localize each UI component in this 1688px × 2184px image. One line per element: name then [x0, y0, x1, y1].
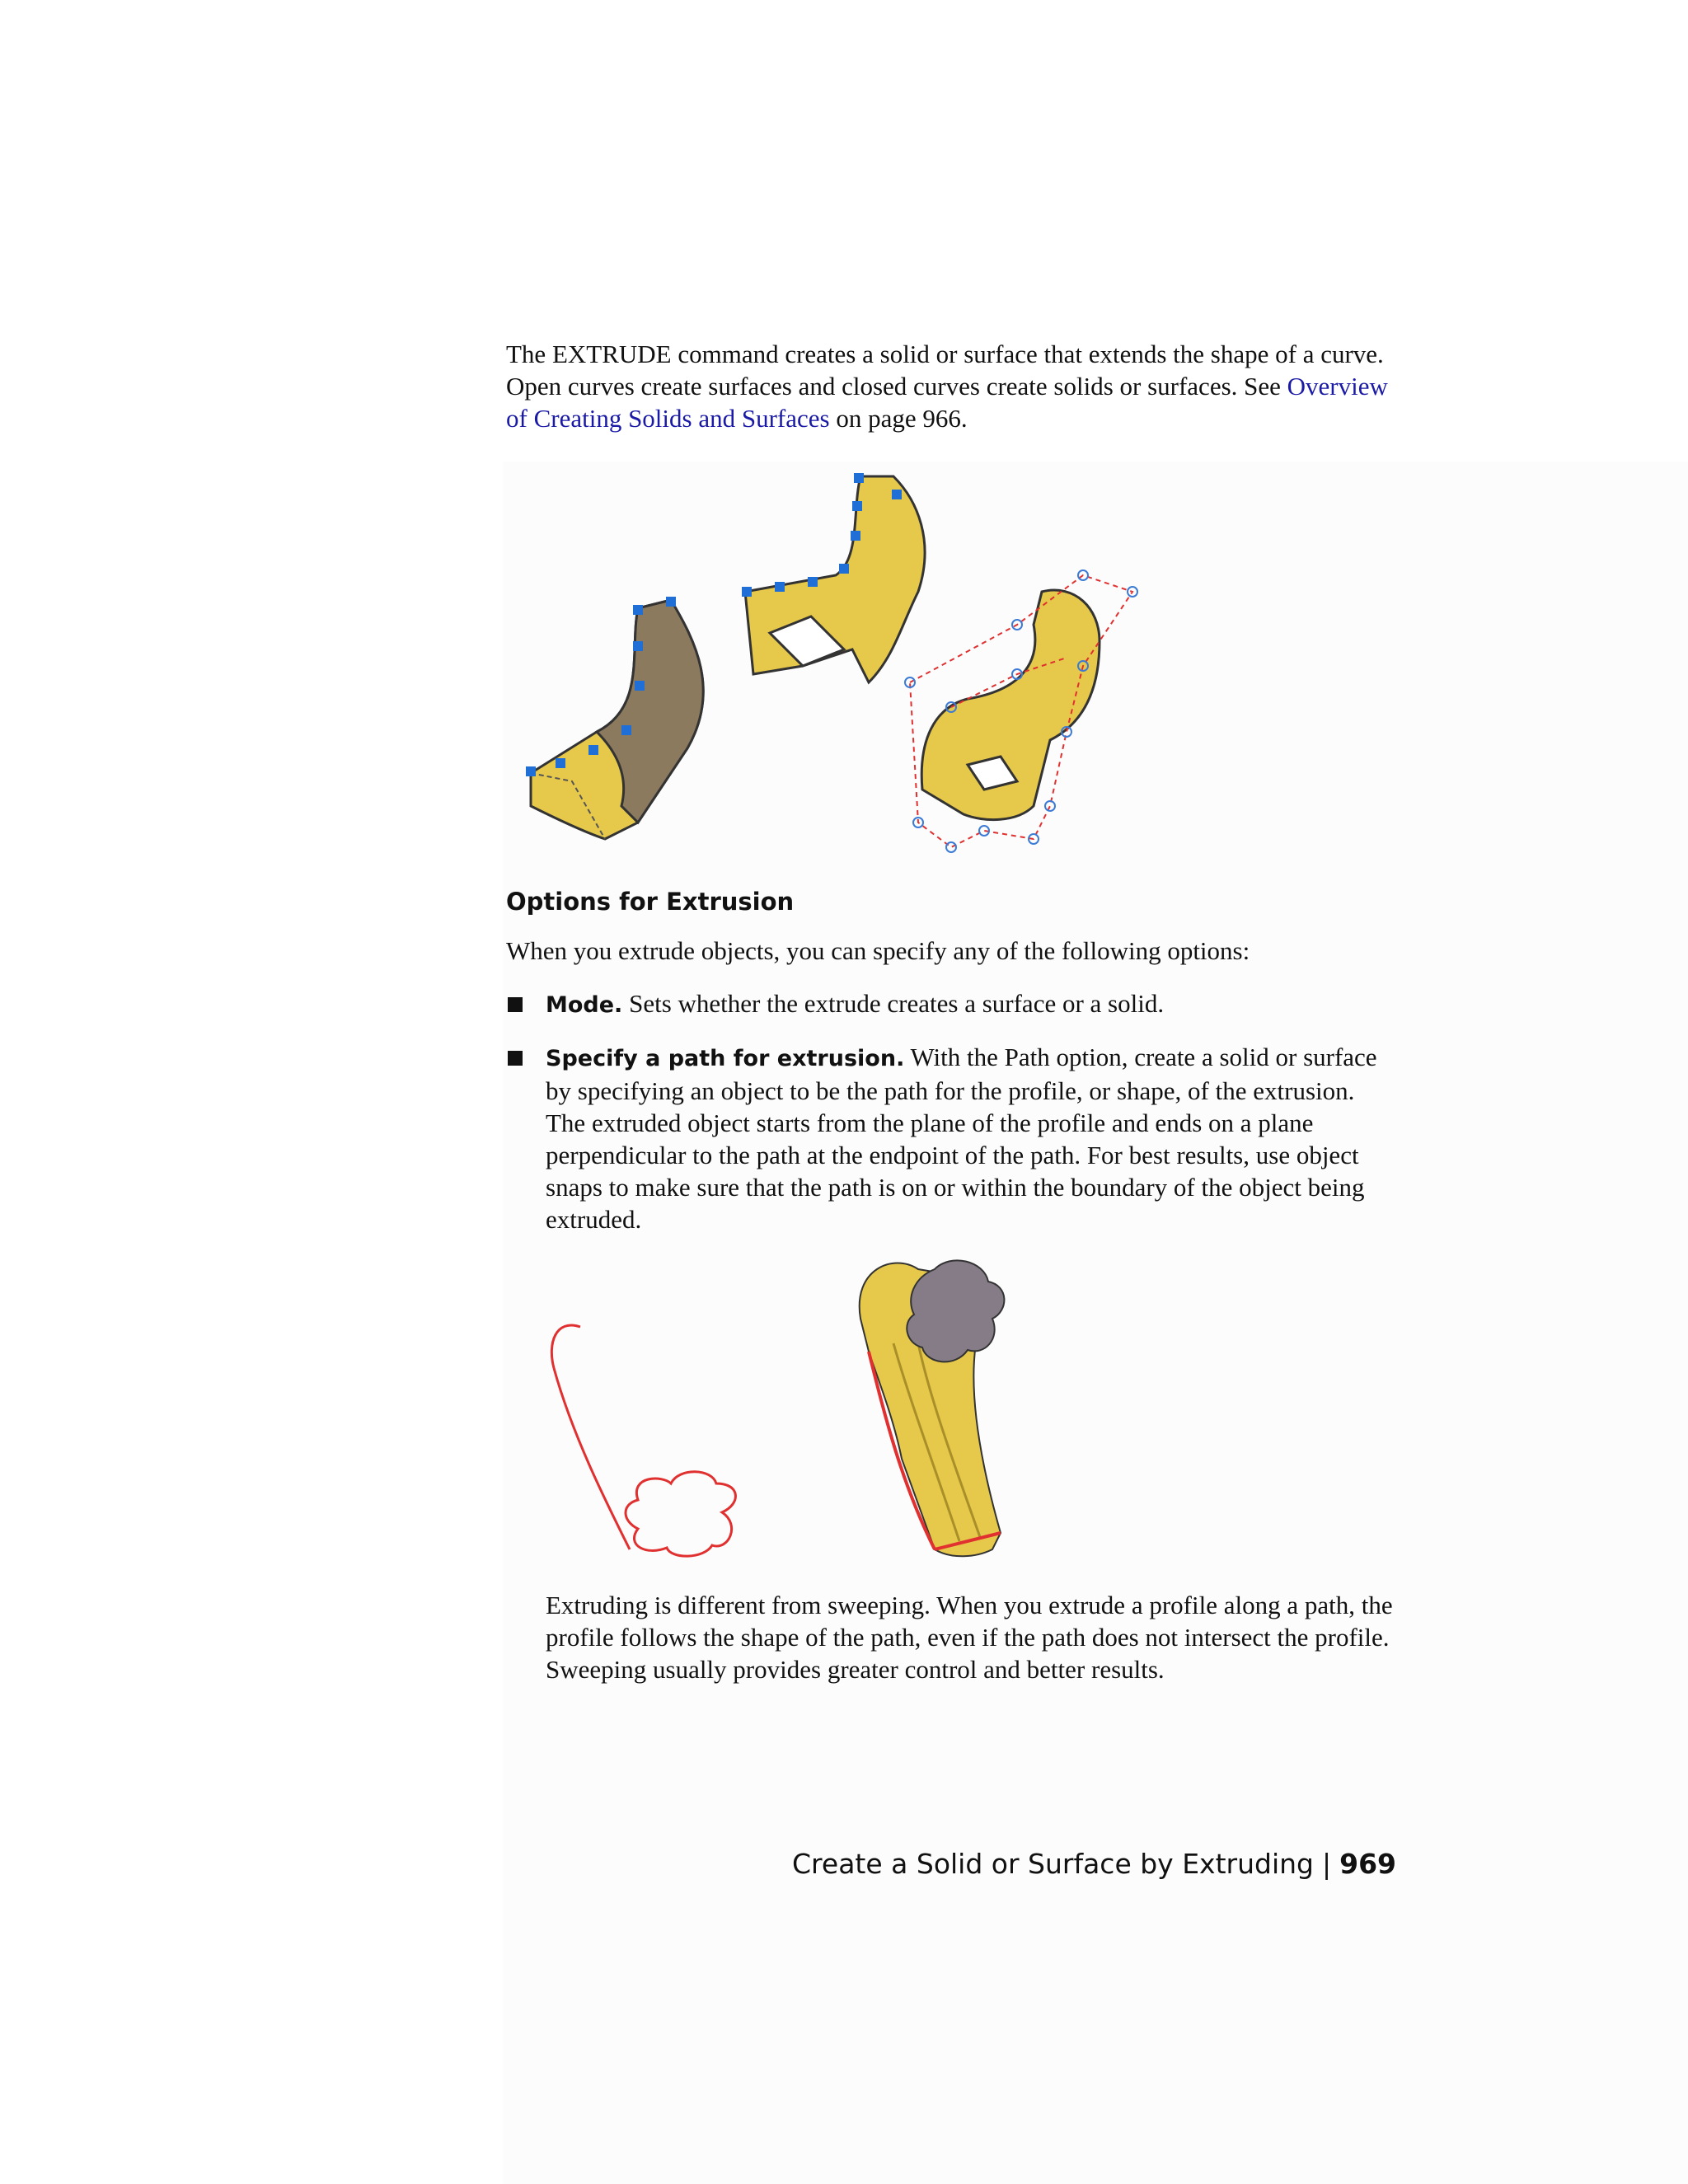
intro-page-ref: on page 966.: [829, 404, 968, 433]
page-footer: [792, 1846, 1396, 1882]
sweeping-note: Extruding is different from sweeping. When you extrude a profile along a path, the profile follows the shape of the path, even if the path does not intersect the profile. Sweeping usually provides greater control and better results.: [546, 1591, 1393, 1684]
footer-title: Create a Solid or Surface by Extruding: [792, 1848, 1314, 1880]
list-item-path: [506, 1041, 1396, 1235]
bullet-square-icon: [508, 1051, 523, 1066]
option-description: Sets whether the extrude creates a surface or a solid.: [622, 989, 1165, 1018]
path-extrusion-illustration: [506, 1253, 1132, 1566]
options-list: [506, 987, 1396, 1255]
path-and-profile: [551, 1325, 735, 1556]
list-item-mode: [506, 987, 1396, 1021]
extruded-solid-left: [526, 597, 703, 839]
footer-separator: |: [1321, 1848, 1332, 1880]
extruded-surface-middle: [742, 473, 925, 682]
page-number: 969: [1339, 1848, 1396, 1880]
intro-paragraph: [506, 338, 1396, 434]
option-term: Specify a path for extrusion.: [546, 1046, 905, 1071]
intro-text: The EXTRUDE command creates a solid or surface that extends the shape of a curve. Open curves create surfaces and closed curves create solids or surfaces. See: [506, 340, 1384, 401]
intro-paragraph-container: [506, 338, 1396, 434]
section-heading: Options for Extrusion: [506, 888, 795, 916]
bullet-square-icon: [508, 997, 523, 1012]
option-term: Mode.: [546, 992, 623, 1018]
extruded-solid-right: [905, 570, 1137, 852]
section-lead: When you extrude objects, you can specify any of the following options:: [506, 936, 1250, 965]
path-extruded-solid: [860, 1260, 1005, 1556]
extruded-solids-illustration: [506, 460, 1165, 855]
option-description: With the Path option, create a solid or surface by specifying an object to be the path for the profile, or shape, of the extrusion. The extruded object starts from the plane of the profile and ends on a plane perpendicular to the path at the endpoint of the path. For best results, use object snaps to make sure that the path is on or within the boundary of the object being extruded.: [546, 1043, 1377, 1234]
overview-link[interactable]: Overview of Creating Solids and Surfaces: [506, 372, 1388, 433]
